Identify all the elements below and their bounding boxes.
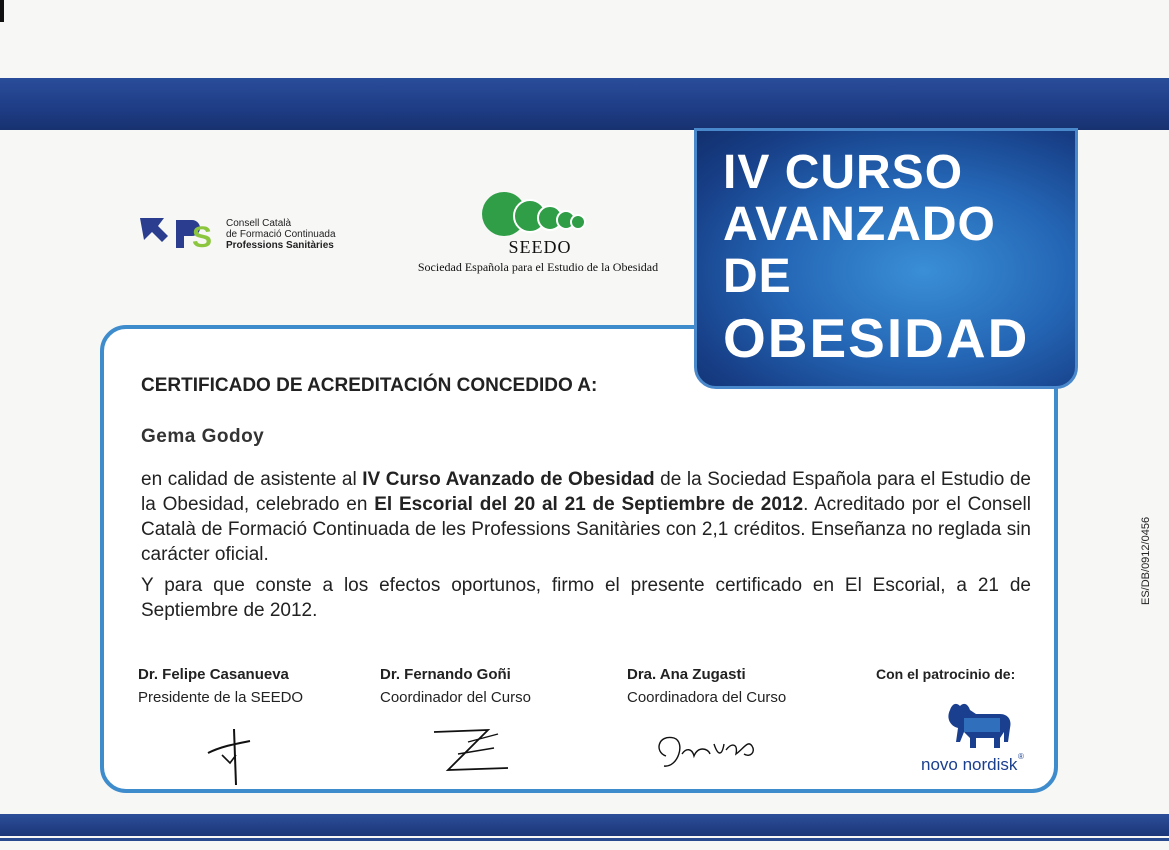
recipient-name: Gema Godoy bbox=[141, 426, 265, 447]
signatory-1-role: Presidente de la SEEDO bbox=[138, 689, 304, 706]
ccfcps-line3: Professions Sanitàries bbox=[226, 240, 334, 251]
body-text-3: . Acreditado por el Consell Català de Formació Continuada de les Professions Sanitàries con 2,1 créditos. Enseñanza no reglada sin carácter oficial. bbox=[141, 494, 1031, 565]
ccfcps-line1: Consell Català bbox=[226, 218, 292, 229]
signatory-3-name: Dra. Ana Zugasti bbox=[627, 666, 746, 683]
certificate-heading: CERTIFICADO DE ACREDITACIÓN CONCEDIDO A: bbox=[141, 375, 598, 396]
signatory-1 bbox=[138, 666, 303, 706]
signatory-2-name: Dr. Fernando Goñi bbox=[380, 666, 511, 683]
course-title-box bbox=[694, 128, 1078, 389]
scan-edge-mark bbox=[0, 0, 4, 22]
body-text-2: de la Sociedad Española para el Estudio de la Obesidad, celebrado en bbox=[141, 469, 1031, 515]
signature-1 bbox=[200, 725, 260, 790]
ccfcps-line2: de Formació Continuada bbox=[226, 229, 336, 240]
body-course-name: IV Curso Avanzado de Obesidad bbox=[362, 469, 655, 490]
bottom-thin-band bbox=[0, 838, 1169, 841]
sponsor-label: Con el patrocinio de: bbox=[876, 666, 1016, 682]
signatory-2-role: Coordinador del Curso bbox=[380, 689, 531, 706]
novo-nordisk-wordmark: novo nordisk bbox=[921, 755, 1018, 774]
signatory-1-name: Dr. Felipe Casanueva bbox=[138, 666, 289, 683]
signature-3 bbox=[652, 726, 762, 776]
signatory-3-role: Coordinadora del Curso bbox=[627, 689, 787, 706]
body-event-place-date: El Escorial del 20 al 21 de Septiembre de 2012 bbox=[374, 494, 804, 515]
certificate-closing: Y para que conste a los efectos oportunos, firmo el presente certificado en El Escorial, a 21 de Septiembre de 2012. bbox=[141, 575, 1031, 621]
title-line-1: IV CURSO bbox=[723, 146, 964, 199]
title-line-4: OBESIDAD bbox=[723, 307, 1030, 369]
ccfcps-logo-mark bbox=[138, 214, 224, 252]
seedo-subtitle: Sociedad Española para el Estudio de la Obesidad bbox=[417, 260, 659, 274]
ccfcps-text bbox=[226, 218, 336, 251]
top-blue-band bbox=[0, 78, 1169, 130]
bottom-blue-band bbox=[0, 814, 1169, 836]
certificate-body bbox=[141, 467, 1031, 567]
ccfcps-logo bbox=[138, 214, 338, 254]
signatory-2 bbox=[380, 666, 531, 706]
title-line-3: DE bbox=[723, 250, 792, 303]
document-code: ES/DB/0912/0456 bbox=[1140, 516, 1152, 605]
title-line-2: AVANZADO bbox=[723, 198, 996, 251]
novo-nordisk-registered-mark: ® bbox=[1018, 752, 1024, 761]
ccfcps-logo-s: S bbox=[192, 221, 213, 252]
body-text-1: en calidad de asistente al bbox=[141, 469, 363, 490]
signature-2 bbox=[428, 722, 518, 782]
signatory-3 bbox=[627, 666, 786, 706]
seedo-name: SEEDO bbox=[508, 237, 572, 257]
